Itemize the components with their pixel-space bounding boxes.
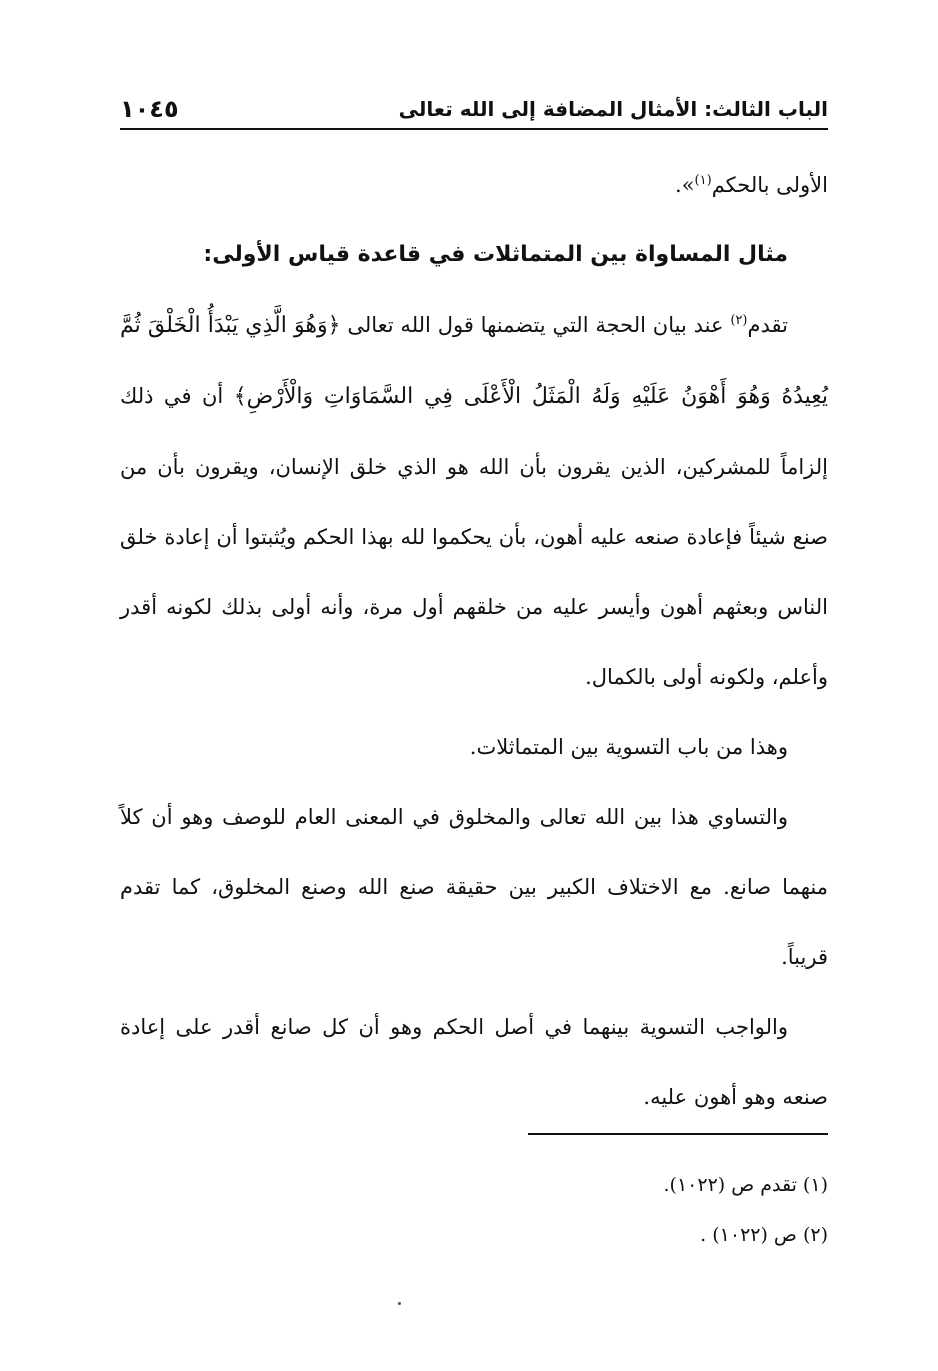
footnote-1: (١) تقدم ص (١٠٢٢). xyxy=(663,1174,828,1196)
header-divider xyxy=(120,128,828,130)
footnotes xyxy=(120,1160,828,1260)
paragraph-4: والتساوي هذا بين الله تعالى والمخلوق في المعنى العام للوصف وهو أن كلاً منهما صانع. مع الاختلاف الكبير بين حقيقة صنع الله وصنع المخلوق، كما تقدم قريباً. xyxy=(120,805,828,969)
paragraph-1-text: الأولى بالحكم xyxy=(711,173,828,197)
running-title: الباب الثالث: الأمثال المضافة إلى الله تعالى xyxy=(398,97,828,121)
main-text xyxy=(120,150,828,1132)
paragraph-1 xyxy=(120,150,828,220)
paragraph-1-end: ». xyxy=(675,173,695,197)
scan-speck xyxy=(398,1302,401,1305)
footnote-2: (٢) ص (١٠٢٢) . xyxy=(700,1224,828,1246)
page-number: ١٠٤٥ xyxy=(120,95,179,123)
paragraph-2-start: تقدم xyxy=(747,313,788,337)
footnote-divider xyxy=(528,1133,828,1135)
page-header xyxy=(120,92,828,126)
quran-verse: ﴿وَهُوَ الَّذِي يَبْدَأُ الْخَلْقَ ثُمَّ يُعِيدُهُ وَهُوَ أَهْوَنُ عَلَيْهِ وَلَهُ الْمَثَلُ الْأَعْلَى فِي السَّمَاوَاتِ وَالْأَرْضِ﴾ xyxy=(120,313,828,409)
paragraph-3: وهذا من باب التسوية بين المتماثلات. xyxy=(469,735,788,759)
footnote-ref-2: (٢) xyxy=(730,313,748,328)
section-heading: مثال المساواة بين المتماثلات في قاعدة قياس الأولى: xyxy=(203,242,788,267)
footnote-ref-1: (١) xyxy=(694,173,712,188)
paragraph-5: والواجب التسوية بينهما في أصل الحكم وهو أن كل صانع أقدر على إعادة صنعه وهو أهون عليه. xyxy=(120,1015,828,1109)
paragraph-2-intro: عند بيان الحجة التي يتضمنها قول الله تعالى xyxy=(340,313,731,337)
paragraph-2-rest: أن في ذلك إلزاماً للمشركين، الذين يقرون بأن الله هو الذي خلق الإنسان، ويقرون بأن من صنع شيئاً فإعادة صنعه عليه أهون، بأن يحكموا لله بهذا الحكم ويُثبتوا أن إعادة خلق الناس وبعثهم أهون وأيسر عليه من خلقهم أول مرة، وأنه أولى بذلك لكونه أقدر وأعلم، ولكونه أولى بالكمال. xyxy=(120,384,828,689)
paragraph-2 xyxy=(120,290,828,712)
